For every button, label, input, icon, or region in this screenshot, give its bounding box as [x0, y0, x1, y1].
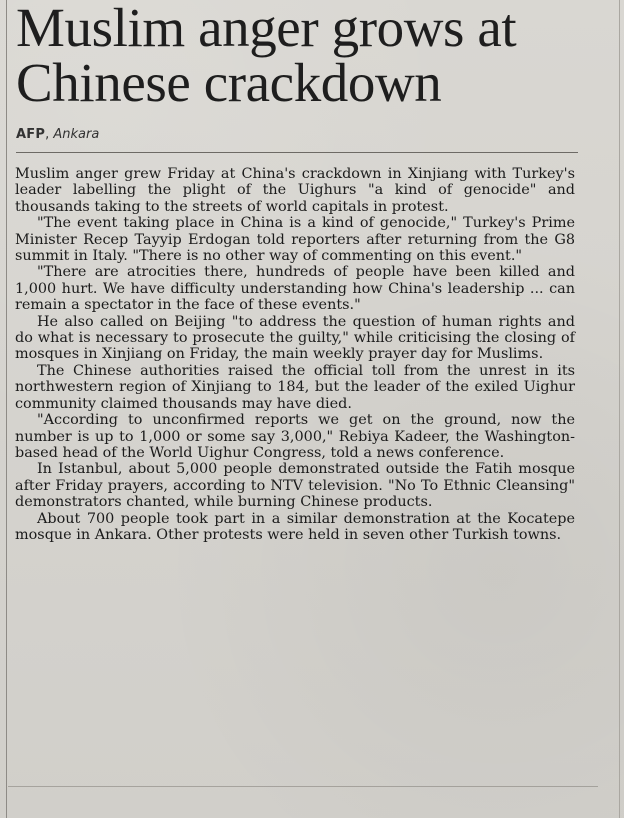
left-column-rule	[6, 0, 7, 818]
byline	[16, 127, 99, 143]
byline-city: Ankara	[53, 127, 100, 142]
article-paragraph-4: He also called on Beijing "to address the question of human rights and do what is necessary to prosecute the guilty," while criticising the closing of mosques in Xinjiang on Friday, the main weekly prayer day for Muslims.	[15, 313, 575, 363]
article-body	[15, 166, 575, 543]
article-paragraph-7: In Istanbul, about 5,000 people demonstrated outside the Fatih mosque after Friday prayers, according to NTV television. "No To Ethnic Cleansing" demonstrators chanted, while burning Chinese products.	[15, 461, 575, 511]
article-paragraph-2: "The event taking place in China is a kind of genocide," Turkey's Prime Minister Recep Tayyip Erdogan told reporters after returning from the G8 summit in Italy. "There is no other way of commenting on this event."	[15, 215, 575, 265]
article-paragraph-5: The Chinese authorities raised the official toll from the unrest in its northwestern region of Xinjiang to 184, but the leader of the exiled Uighur community claimed thousands may have died.	[15, 362, 575, 412]
bottom-edge-rule	[8, 786, 598, 787]
byline-agency: AFP	[16, 127, 46, 142]
article-paragraph-3: "There are atrocities there, hundreds of people have been killed and 1,000 hurt. We have difficulty understanding how China's leadership ... can remain a spectator in the face of these events."	[15, 264, 575, 314]
byline-divider	[16, 152, 578, 153]
right-column-rule	[619, 0, 620, 818]
article-paragraph-6: "According to unconfirmed reports we get on the ground, now the number is up to 1,000 or some say 3,000," Rebiya Kadeer, the Washington-based head of the World Uighur Congress, told a news conference.	[15, 412, 575, 461]
article-paragraph-8: About 700 people took part in a similar demonstration at the Kocatepe mosque in Ankara. Other protests were held in seven other Turkish towns.	[15, 510, 575, 543]
article-paragraph-1: Muslim anger grew Friday at China's crackdown in Xinjiang with Turkey's leader labelling the plight of the Uighurs "a kind of genocide" and thousands taking to the streets of world capitals in protest.	[15, 166, 575, 215]
headline: Muslim anger grows at Chinese crackdown	[16, 0, 517, 113]
byline-separator: ,	[45, 127, 54, 142]
